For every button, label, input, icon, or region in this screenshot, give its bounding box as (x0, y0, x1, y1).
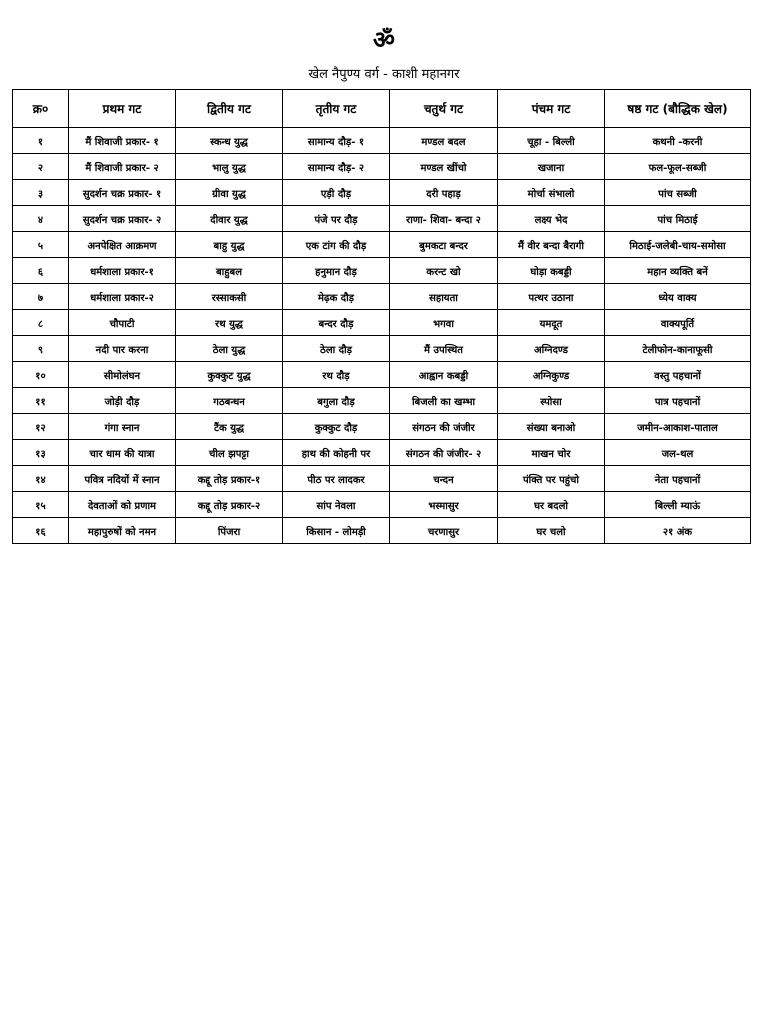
cell-group-1: गंगा स्नान (69, 414, 176, 440)
cell-group-2: पिंजरा (176, 518, 283, 544)
cell-group-3: पीठ पर लादकर (283, 466, 390, 492)
cell-group-6: बिल्ली म्याऊं (605, 492, 751, 518)
cell-group-5: स्पोसा (498, 388, 605, 414)
cell-group-5: लक्ष्य भेद (498, 206, 605, 232)
cell-group-1: अनपेक्षित आक्रमण (69, 232, 176, 258)
cell-group-4: संगठन की जंजीर- २ (390, 440, 498, 466)
cell-group-5: अग्निकुण्ड (498, 362, 605, 388)
cell-group-4: भगवा (390, 310, 498, 336)
header-group-1: प्रथम गट (69, 90, 176, 128)
cell-group-4: मण्डल खींचो (390, 154, 498, 180)
cell-group-3: बगुला दौड़ (283, 388, 390, 414)
cell-serial: १४ (13, 466, 69, 492)
cell-group-5: माखन चोर (498, 440, 605, 466)
games-table (12, 89, 751, 544)
table-row (13, 128, 751, 154)
table-row (13, 440, 751, 466)
table-row (13, 180, 751, 206)
header-serial: क्र० (13, 90, 69, 128)
cell-group-5: घर बदलो (498, 492, 605, 518)
cell-group-5: चूहा - बिल्ली (498, 128, 605, 154)
cell-group-6: मिठाई-जलेबी-चाय-समोसा (605, 232, 751, 258)
table-row (13, 336, 751, 362)
cell-group-4: राणा- शिवा- बन्दा २ (390, 206, 498, 232)
cell-group-2: बाहुबल (176, 258, 283, 284)
table-row (13, 388, 751, 414)
cell-group-1: जोड़ी दौड़ (69, 388, 176, 414)
cell-group-3: सामान्य दौड़- २ (283, 154, 390, 180)
cell-group-4: सहायता (390, 284, 498, 310)
cell-group-6: जल-थल (605, 440, 751, 466)
cell-group-6: कथनी -करनी (605, 128, 751, 154)
header-group-6: षष्ठ गट (बौद्धिक खेल) (605, 90, 751, 128)
cell-group-4: भस्मासुर (390, 492, 498, 518)
cell-group-3: सामान्य दौड़- १ (283, 128, 390, 154)
cell-group-2: टैंक युद्ध (176, 414, 283, 440)
cell-group-2: गठबन्धन (176, 388, 283, 414)
cell-group-2: स्कन्ध युद्ध (176, 128, 283, 154)
cell-group-2: भालु युद्ध (176, 154, 283, 180)
cell-serial: ८ (13, 310, 69, 336)
cell-group-1: चौपाटी (69, 310, 176, 336)
cell-group-5: यमदूत (498, 310, 605, 336)
cell-group-2: कुक्कुट युद्ध (176, 362, 283, 388)
cell-serial: १५ (13, 492, 69, 518)
cell-serial: ९ (13, 336, 69, 362)
table-row (13, 310, 751, 336)
header-group-3: तृतीय गट (283, 90, 390, 128)
cell-group-1: नदी पार करना (69, 336, 176, 362)
table-row (13, 362, 751, 388)
cell-group-4: संगठन की जंजीर (390, 414, 498, 440)
cell-group-3: रथ दौड़ (283, 362, 390, 388)
cell-group-3: मेढ़क दौड़ (283, 284, 390, 310)
table-row (13, 466, 751, 492)
table-row (13, 232, 751, 258)
cell-group-6: टेलीफोन-कानाफूसी (605, 336, 751, 362)
cell-group-1: धर्मशाला प्रकार-२ (69, 284, 176, 310)
cell-group-1: सुदर्शन चक्र प्रकार- १ (69, 180, 176, 206)
cell-serial: २ (13, 154, 69, 180)
table-row (13, 492, 751, 518)
cell-group-4: चन्दन (390, 466, 498, 492)
table-row (13, 284, 751, 310)
cell-group-5: घोड़ा कबड्डी (498, 258, 605, 284)
cell-group-3: बन्दर दौड़ (283, 310, 390, 336)
cell-group-1: सीमोलंघन (69, 362, 176, 388)
cell-group-4: करन्ट खो (390, 258, 498, 284)
header-row (13, 90, 751, 128)
cell-group-6: महान व्यक्ति बनें (605, 258, 751, 284)
cell-group-6: वाक्यपूर्ति (605, 310, 751, 336)
cell-group-4: चरणासुर (390, 518, 498, 544)
cell-group-6: पांच मिठाई (605, 206, 751, 232)
cell-group-1: देवताओं को प्रणाम (69, 492, 176, 518)
cell-serial: १ (13, 128, 69, 154)
cell-group-4: आह्वान कबड्डी (390, 362, 498, 388)
cell-group-4: बुमकटा बन्दर (390, 232, 498, 258)
cell-group-6: २१ अंक (605, 518, 751, 544)
cell-serial: १० (13, 362, 69, 388)
table-row (13, 414, 751, 440)
cell-group-5: संख्या बनाओ (498, 414, 605, 440)
cell-group-6: ध्येय वाक्य (605, 284, 751, 310)
cell-group-2: बाहु युद्ध (176, 232, 283, 258)
cell-group-3: एक टांग की दौड़ (283, 232, 390, 258)
cell-group-1: मैं शिवाजी प्रकार- २ (69, 154, 176, 180)
cell-group-1: धर्मशाला प्रकार-१ (69, 258, 176, 284)
cell-group-4: दरी पहाड़ (390, 180, 498, 206)
cell-serial: ७ (13, 284, 69, 310)
cell-group-2: कद्दू तोड़ प्रकार-२ (176, 492, 283, 518)
cell-group-5: अग्निदण्ड (498, 336, 605, 362)
cell-group-2: रस्साकसी (176, 284, 283, 310)
cell-group-3: हनुमान दौड़ (283, 258, 390, 284)
om-symbol: ॐ (373, 26, 395, 54)
cell-group-6: जमीन-आकाश-पाताल (605, 414, 751, 440)
cell-group-5: घर चलो (498, 518, 605, 544)
cell-group-3: सांप नेवला (283, 492, 390, 518)
document-title: खेल नैपुण्य वर्ग - काशी महानगर (308, 67, 460, 82)
cell-group-3: ठेला दौड़ (283, 336, 390, 362)
cell-group-6: वस्तु पहचानों (605, 362, 751, 388)
cell-group-1: मैं शिवाजी प्रकार- १ (69, 128, 176, 154)
cell-serial: ११ (13, 388, 69, 414)
header-group-5: पंचम गट (498, 90, 605, 128)
cell-group-1: चार धाम की यात्रा (69, 440, 176, 466)
cell-serial: १६ (13, 518, 69, 544)
cell-group-1: पवित्र नदियों में स्नान (69, 466, 176, 492)
cell-group-5: मैं वीर बन्दा बैरागी (498, 232, 605, 258)
cell-serial: ६ (13, 258, 69, 284)
cell-serial: १३ (13, 440, 69, 466)
header-group-2: द्वितीय गट (176, 90, 283, 128)
cell-group-2: ठेला युद्ध (176, 336, 283, 362)
cell-group-6: फल-फूल-सब्जी (605, 154, 751, 180)
cell-group-3: कुक्कुट दौड़ (283, 414, 390, 440)
table-body (13, 128, 751, 544)
cell-group-2: ग्रीवा युद्ध (176, 180, 283, 206)
cell-group-2: कद्दू तोड़ प्रकार-१ (176, 466, 283, 492)
cell-group-3: पंजे पर दौड़ (283, 206, 390, 232)
cell-group-6: पांच सब्जी (605, 180, 751, 206)
cell-serial: ५ (13, 232, 69, 258)
table-row (13, 518, 751, 544)
cell-group-6: पात्र पहचानों (605, 388, 751, 414)
cell-group-3: एड़ी दौड़ (283, 180, 390, 206)
cell-group-5: खजाना (498, 154, 605, 180)
cell-group-5: मोर्चा संभालो (498, 180, 605, 206)
cell-group-4: मण्डल बदल (390, 128, 498, 154)
cell-serial: ३ (13, 180, 69, 206)
cell-group-4: मैं उपस्थित (390, 336, 498, 362)
cell-group-5: पंक्ति पर पहुंचो (498, 466, 605, 492)
cell-group-5: पत्थर उठाना (498, 284, 605, 310)
cell-group-2: चील झपट्टा (176, 440, 283, 466)
cell-group-2: दीवार युद्ध (176, 206, 283, 232)
cell-serial: १२ (13, 414, 69, 440)
cell-group-3: किसान - लोमड़ी (283, 518, 390, 544)
cell-group-3: हाथ की कोहनी पर (283, 440, 390, 466)
table-row (13, 258, 751, 284)
header-group-4: चतुर्थ गट (390, 90, 498, 128)
cell-group-1: सुदर्शन चक्र प्रकार- २ (69, 206, 176, 232)
cell-serial: ४ (13, 206, 69, 232)
cell-group-6: नेता पहचानों (605, 466, 751, 492)
cell-group-4: बिजली का खम्भा (390, 388, 498, 414)
table-row (13, 154, 751, 180)
cell-group-1: महापुरुषों को नमन (69, 518, 176, 544)
cell-group-2: रथ युद्ध (176, 310, 283, 336)
table-row (13, 206, 751, 232)
